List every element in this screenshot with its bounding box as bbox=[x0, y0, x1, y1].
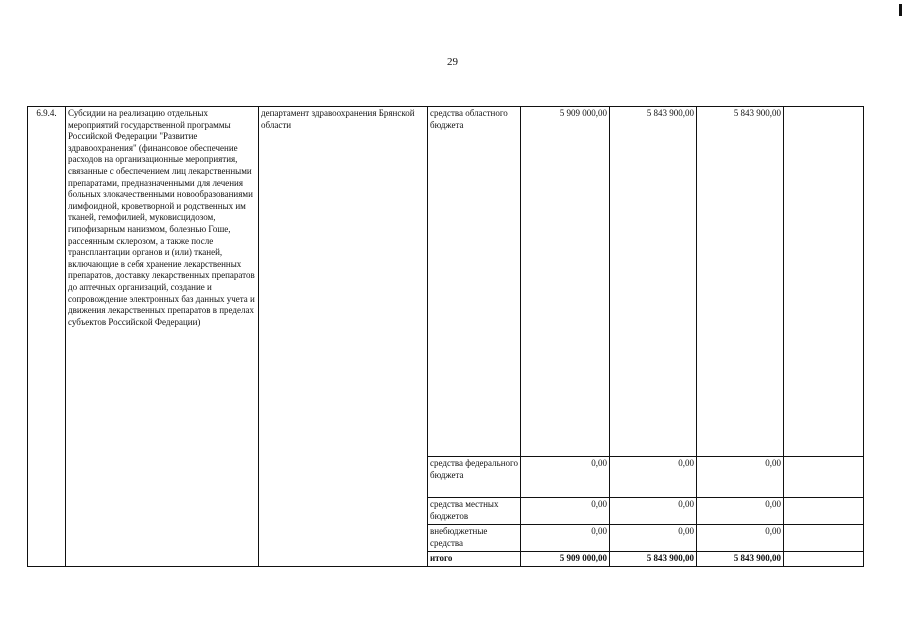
budget-table bbox=[27, 106, 864, 567]
funding-value: 0,00 bbox=[610, 525, 697, 552]
funding-source: средства федерального бюджета bbox=[428, 457, 521, 498]
funding-value: 0,00 bbox=[521, 457, 610, 498]
funding-source-total: итого bbox=[428, 552, 521, 567]
funding-source: внебюджетные средства bbox=[428, 525, 521, 552]
row-executor: департамент здравоохранения Брянской области bbox=[259, 107, 428, 567]
table-row bbox=[28, 107, 864, 457]
funding-value: 0,00 bbox=[697, 525, 784, 552]
funding-value: 0,00 bbox=[610, 498, 697, 525]
funding-total-value: 5 843 900,00 bbox=[610, 552, 697, 567]
funding-value: 0,00 bbox=[697, 498, 784, 525]
funding-value: 5 843 900,00 bbox=[610, 107, 697, 457]
funding-value bbox=[784, 498, 864, 525]
funding-source: средства местных бюджетов bbox=[428, 498, 521, 525]
funding-total-value: 5 843 900,00 bbox=[697, 552, 784, 567]
funding-value bbox=[784, 457, 864, 498]
row-description: Субсидии на реализацию отдельных мероприятий государственной программы Российской Федерации "Развитие здравоохранения" (финансовое обеспечение расходов на организационные мероприятия, связанные с обеспечением лиц лекарственными препаратами, предназначенными для лечения больных злокачественными новообразованиями лимфоидной, кроветворной и родственных им тканей, гемофилией, муковисцидозом, гипофизарным нанизмом, болезнью Гоше, рассеянным склерозом, а также после трансплантации органов и (или) тканей, включающие в себя хранение лекарственных препаратов, доставку лекарственных препаратов до аптечных организаций, создание и сопровождение электронных баз данных учета и движения лекарственных препаратов в пределах субъектов Российской Федерации) bbox=[66, 107, 259, 567]
funding-value: 5 909 000,00 bbox=[521, 107, 610, 457]
funding-value bbox=[784, 525, 864, 552]
funding-value: 0,00 bbox=[521, 498, 610, 525]
row-code: 6.9.4. bbox=[28, 107, 66, 567]
page-number: 29 bbox=[447, 56, 458, 68]
funding-total-value: 5 909 000,00 bbox=[521, 552, 610, 567]
funding-value: 0,00 bbox=[610, 457, 697, 498]
funding-total-value bbox=[784, 552, 864, 567]
funding-value bbox=[784, 107, 864, 457]
funding-value: 0,00 bbox=[697, 457, 784, 498]
funding-source: средства областного бюджета bbox=[428, 107, 521, 457]
funding-value: 5 843 900,00 bbox=[697, 107, 784, 457]
funding-value: 0,00 bbox=[521, 525, 610, 552]
scan-mark bbox=[899, 4, 902, 16]
